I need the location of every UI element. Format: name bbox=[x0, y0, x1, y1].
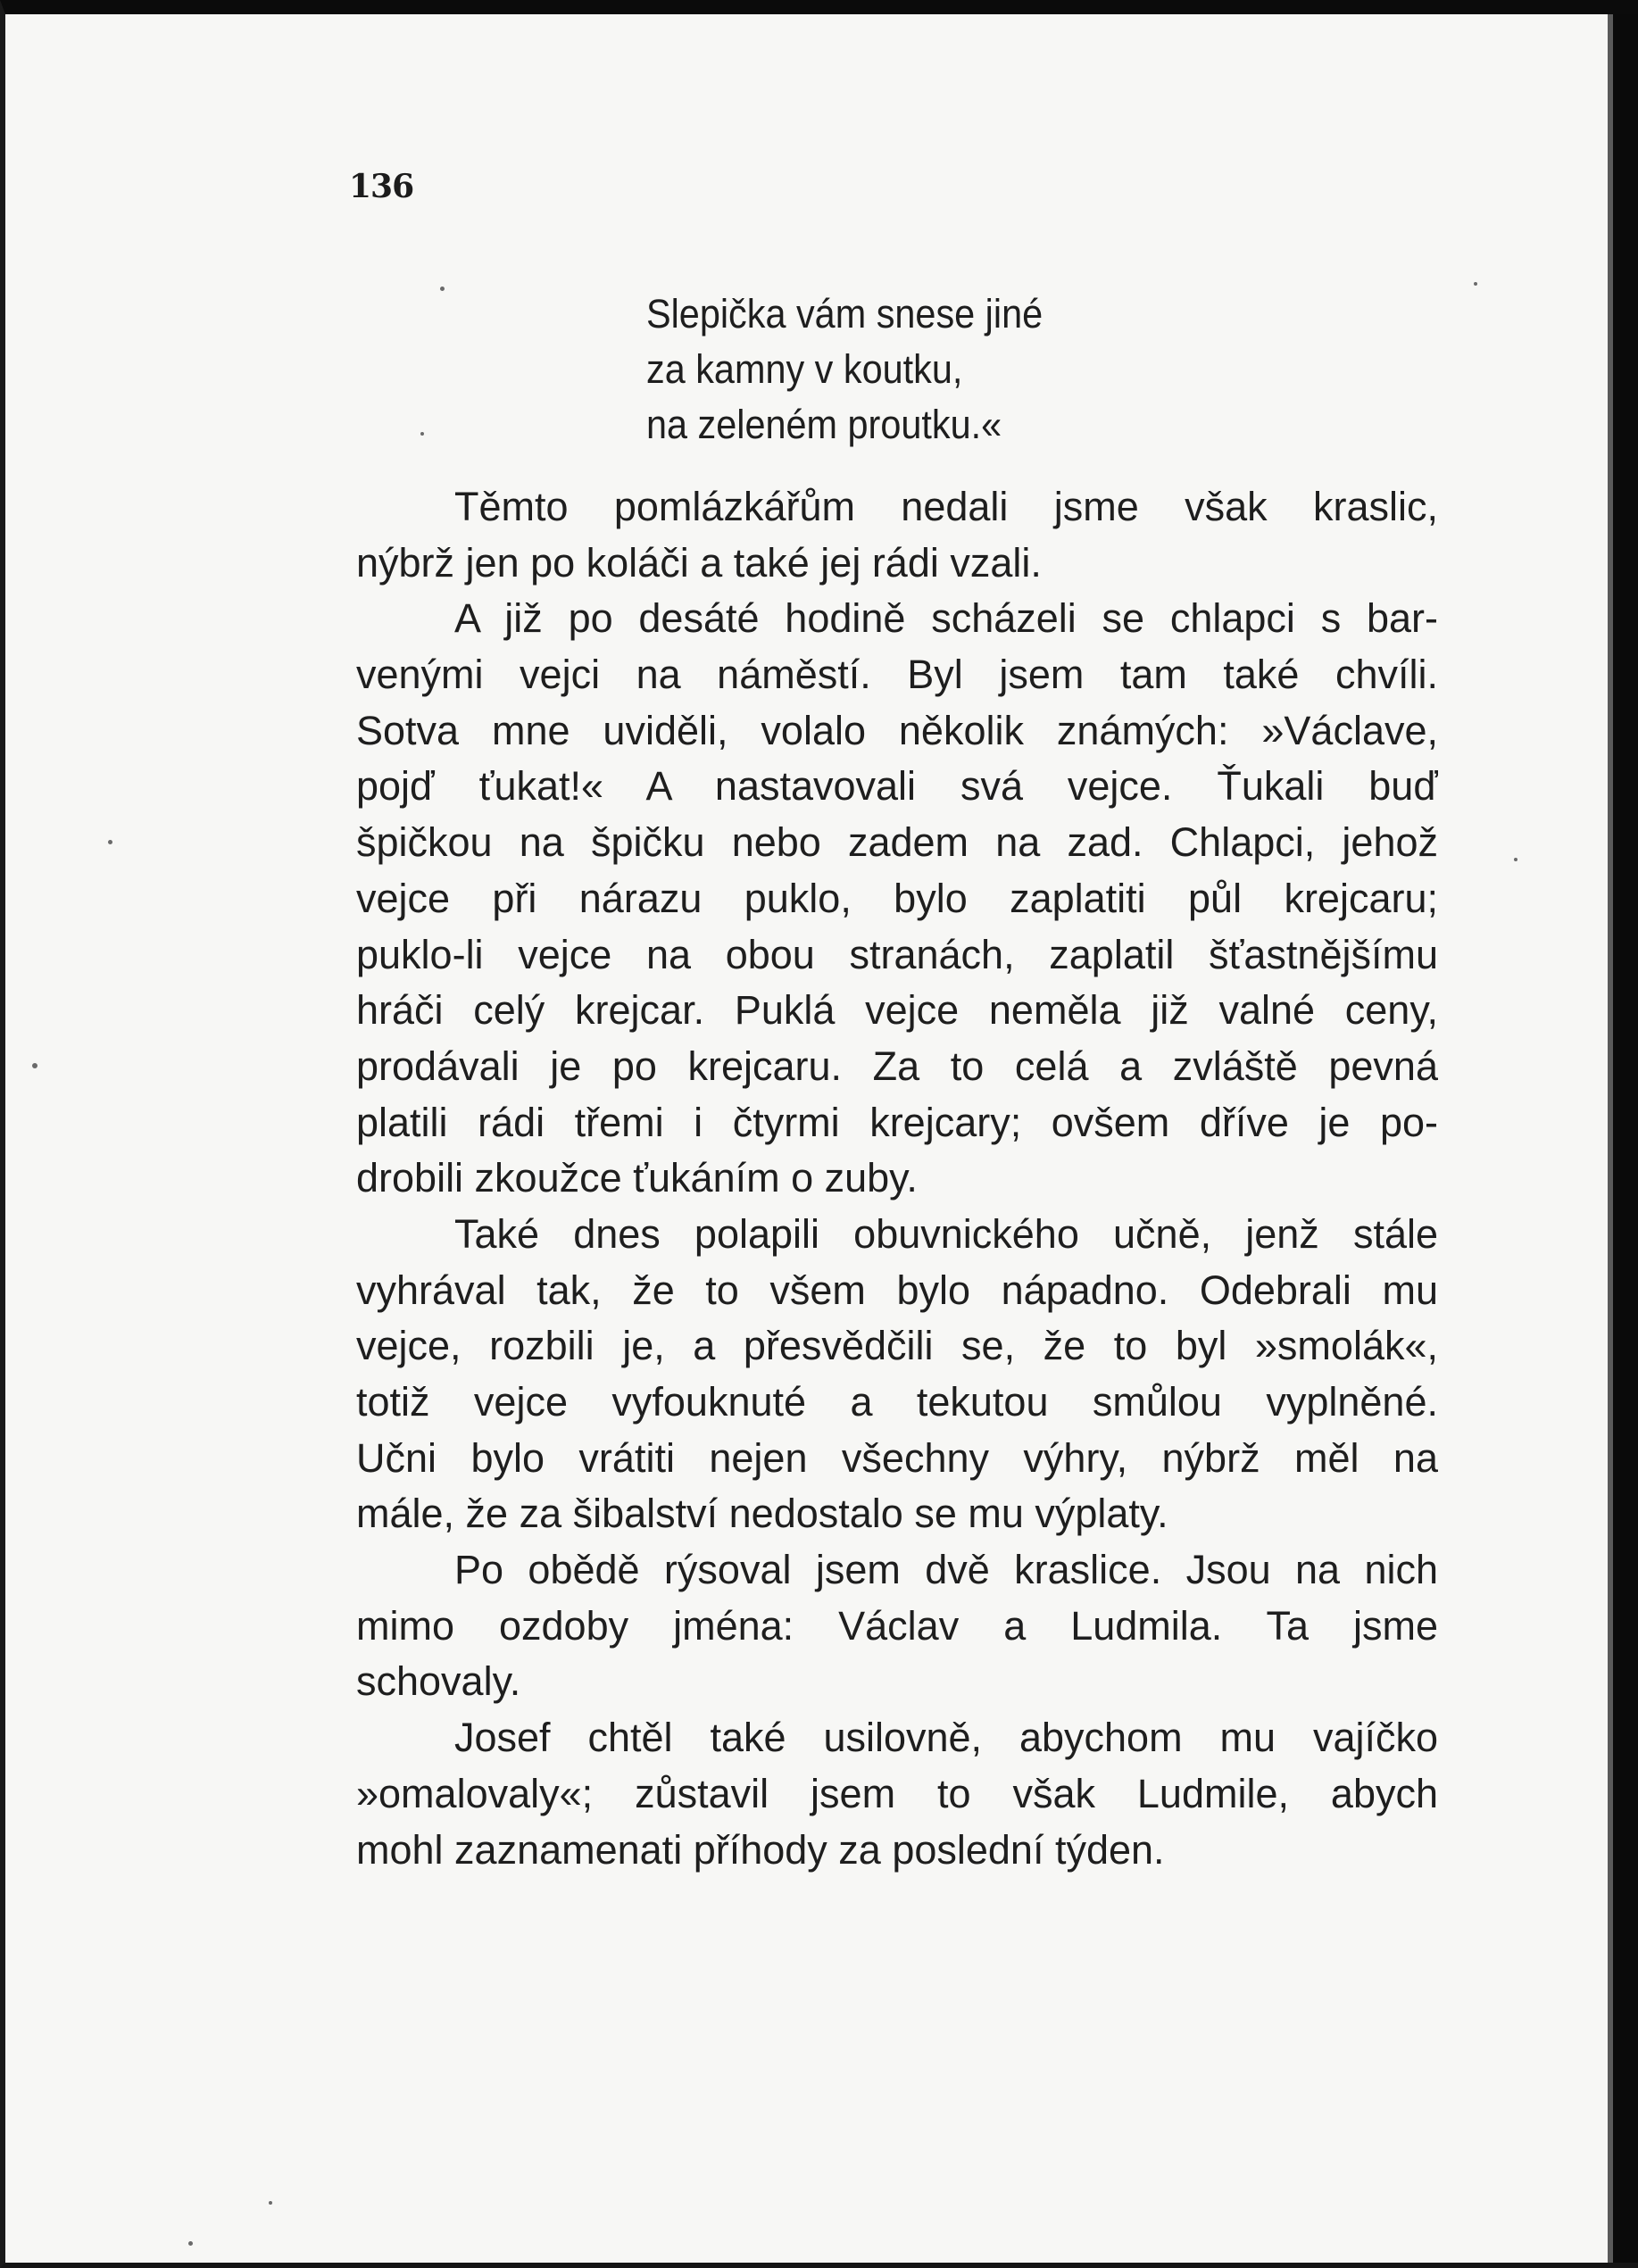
text-line: mimo ozdoby jména: Václav a Ludmila. Ta jsme bbox=[356, 1602, 1438, 1649]
poem-stanza bbox=[646, 287, 1043, 453]
text-line: hráči celý krejcar. Puklá vejce neměla již valné ceny, bbox=[356, 987, 1438, 1034]
page-number: 136 bbox=[349, 168, 414, 205]
text-line: pojď ťukat!« A nastavovali svá vejce. Ťukali buď bbox=[356, 763, 1438, 810]
text-line: vejce při nárazu puklo, bylo zaplatiti půl krejcaru; bbox=[356, 875, 1438, 921]
text-line: Učni bylo vrátiti nejen všechny výhry, nýbrž měl na bbox=[356, 1434, 1438, 1481]
text-line: mále, že za šibalství nedostalo se mu výplaty. bbox=[356, 1491, 1168, 1537]
paper-speck bbox=[108, 840, 112, 844]
text-line: Těmto pomlázkářům nedali jsme však kraslic, bbox=[454, 484, 1438, 529]
scan-right-shadow bbox=[1608, 14, 1613, 2263]
paper-speck bbox=[188, 2241, 193, 2246]
text-line: vejce, rozbili je, a přesvědčili se, že to byl »smolák«, bbox=[356, 1323, 1438, 1369]
paper-speck bbox=[269, 2201, 272, 2205]
text-line: puklo-li vejce na obou stranách, zaplatil šťastnějšímu bbox=[356, 931, 1438, 977]
text-line: Také dnes polapili obuvnického učně, jenž stále bbox=[454, 1210, 1438, 1257]
text-line: A již po desáté hodině scházeli se chlapci s bar- bbox=[454, 595, 1438, 642]
text-line: platili rádi třemi i čtyrmi krejcary; ovšem dříve je po- bbox=[356, 1099, 1438, 1145]
paper-speck bbox=[420, 432, 424, 436]
paper-speck bbox=[1474, 282, 1477, 286]
paper-speck bbox=[32, 1063, 37, 1068]
poem-line: za kamny v koutku, bbox=[646, 346, 963, 392]
paper-speck bbox=[440, 287, 445, 291]
scan-right-border bbox=[1613, 14, 1638, 2263]
body-text bbox=[356, 479, 1438, 1878]
text-line: Po obědě rýsoval jsem dvě kraslice. Jsou na nich bbox=[454, 1547, 1438, 1593]
text-line: mohl zaznamenati příhody za poslední týden. bbox=[356, 1826, 1165, 1873]
text-line: Sotva mne uviděli, volalo několik známých: »Václave, bbox=[356, 707, 1438, 753]
text-line: nýbrž jen po koláči a také jej rádi vzali. bbox=[356, 539, 1042, 586]
poem-line: Slepička vám snese jiné bbox=[646, 291, 1043, 336]
poem-line: na zeleném proutku.« bbox=[646, 402, 1002, 447]
paper-speck bbox=[1514, 858, 1517, 861]
text-line: špičkou na špičku nebo zadem na zad. Chlapci, jehož bbox=[356, 819, 1438, 866]
text-line: prodávali je po krejcaru. Za to celá a zvláště pevná bbox=[356, 1043, 1438, 1089]
text-line: schovaly. bbox=[356, 1658, 521, 1705]
text-line: totiž vejce vyfouknuté a tekutou smůlou vyplněné. bbox=[356, 1379, 1438, 1425]
text-line: vyhrával tak, že to všem bylo nápadno. Odebrali mu bbox=[356, 1267, 1438, 1313]
text-line: venými vejci na náměstí. Byl jsem tam také chvíli. bbox=[356, 652, 1438, 698]
text-line: »omalovaly«; zůstavil jsem to však Ludmile, abych bbox=[356, 1770, 1438, 1816]
text-line: drobili zkoužce ťukáním o zuby. bbox=[356, 1155, 918, 1201]
text-line: Josef chtěl také usilovně, abychom mu vajíčko bbox=[454, 1715, 1438, 1761]
